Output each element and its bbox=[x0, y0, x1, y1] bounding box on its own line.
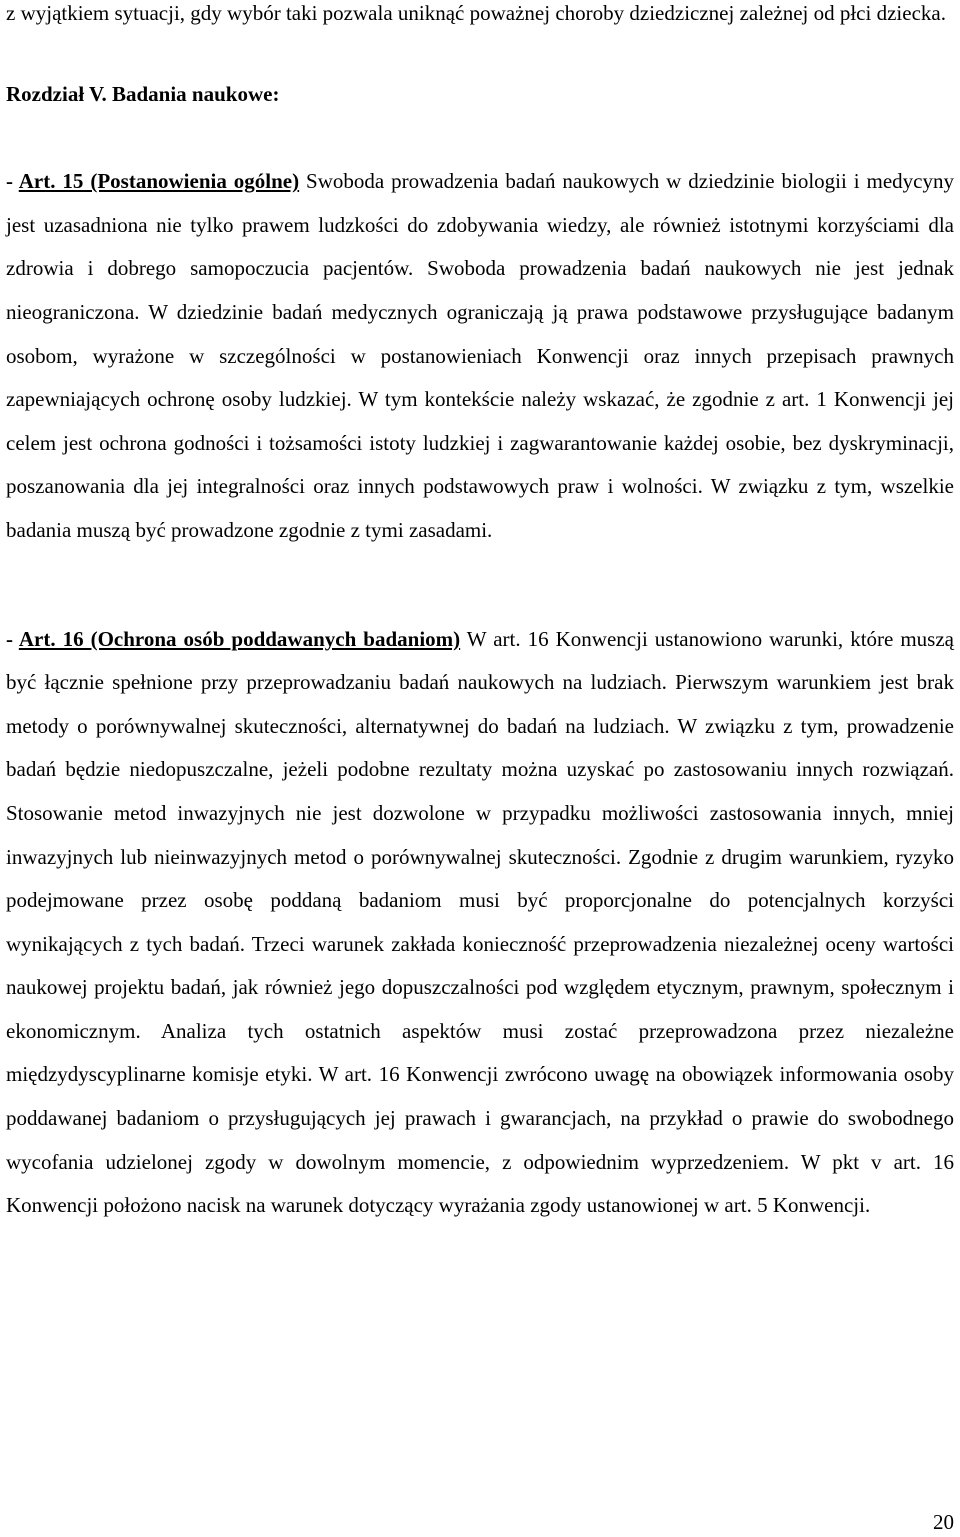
article-15-body: Swoboda prowadzenia badań naukowych w dziedzinie biologii i medycyny jest uzasadniona nie tylko prawem ludzkości do zdobywania wiedzy, ale również istotnymi korzyściami dla zdrowia i dobrego samopoczucia pacjentów. Swoboda prowadzenia badań naukowych nie jest jednak nieograniczona. W dziedzinie badań medycznych ograniczają ją prawa podstawowe przysługujące badanym osobom, wyrażone w szczególności w postanowieniach Konwencji oraz innych przepisach prawnych zapewniających ochronę osoby ludzkiej. W tym kontekście należy wskazać, że zgodnie z art. 1 Konwencji jej celem jest ochrona godności i tożsamości istoty ludzkiej i zagwarantowanie każdej osobie, bez dyskryminacji, poszanowania dla jej integralności oraz innych podstawowych praw i wolności. W związku z tym, wszelkie badania muszą być prowadzone zgodnie z tymi zasadami. bbox=[6, 169, 954, 542]
article-16-dash: - bbox=[6, 626, 19, 651]
article-16-body: W art. 16 Konwencji ustanowiono warunki, które muszą być łącznie spełnione przy przeprowadzaniu badań naukowych na ludziach. Pierwszym warunkiem jest brak metody o porównywalnej skuteczności, alternatywnej do badań na ludziach. W związku z tym, prowadzenie badań będzie niedopuszczalne, jeżeli podobne rezultaty można uzyskać po zastosowaniu innych rozwiązań. Stosowanie metod inwazyjnych nie jest dozwolone w przypadku możliwości zastosowania innych, mniej inwazyjnych lub nieinwazyjnych metod o porównywalnej skuteczności. Zgodnie z drugim warunkiem, ryzyko podejmowane przez osobę poddaną badaniom musi być proporcjonalne do potencjalnych korzyści wynikających z tych badań. Trzeci warunek zakłada konieczność przeprowadzenia niezależnej oceny wartości naukowej projektu badań, jak również jego dopuszczalności pod względem etycznym, prawnym, społecznym i ekonomicznym. Analiza tych ostatnich aspektów musi zostać przeprowadzona przez niezależne międzydyscyplinarne komisje etyki. W art. 16 Konwencji zwrócono uwagę na obowiązek informowania osoby poddawanej badaniom o przysługujących jej prawach i gwarancjach, na przykład o prawie do swobodnego wycofania udzielonej zgody w dowolnym momencie, z odpowiednim wyprzedzeniem. W pkt v art. 16 Konwencji położono nacisk na warunek dotyczący wyrażania zgody ustanowionej w art. 5 Konwencji. bbox=[6, 626, 954, 1218]
article-15-dash: - bbox=[6, 169, 19, 194]
spacer bbox=[6, 36, 954, 73]
page-number: 20 bbox=[933, 1510, 954, 1534]
spacer bbox=[6, 553, 954, 618]
article-16-paragraph bbox=[6, 618, 954, 1228]
document-body bbox=[6, 0, 954, 1228]
article-15-heading: Art. 15 (Postanowienia ogólne) bbox=[18, 169, 300, 194]
intro-paragraph: z wyjątkiem sytuacji, gdy wybór taki pozwala uniknąć poważnej choroby dziedzicznej zależnej od płci dziecka. bbox=[6, 1, 946, 25]
article-15-paragraph bbox=[6, 160, 954, 552]
article-16-heading: Art. 16 (Ochrona osób poddawanych badaniom) bbox=[18, 626, 461, 651]
chapter-heading bbox=[6, 73, 954, 117]
chapter-heading-text: Rozdział V. Badania naukowe: bbox=[6, 81, 280, 106]
spacer bbox=[6, 116, 954, 160]
